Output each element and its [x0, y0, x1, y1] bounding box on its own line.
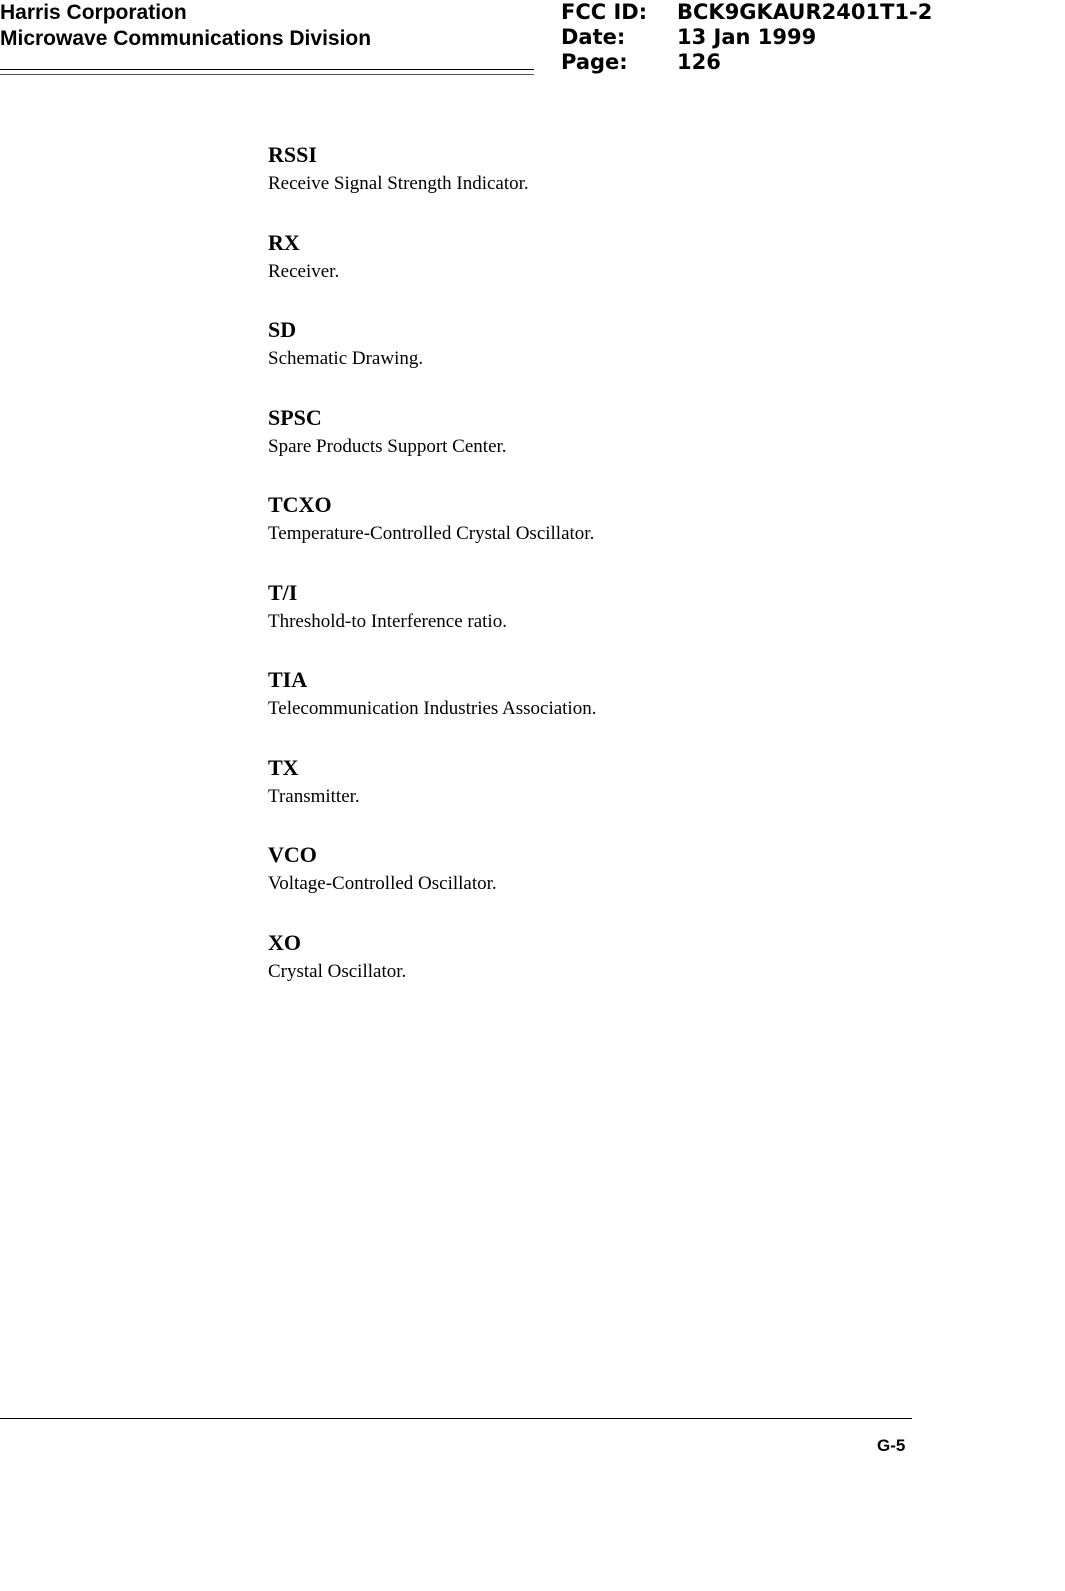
fcc-id-row: [561, 0, 932, 25]
glossary-definition: Schematic Drawing.: [268, 348, 424, 369]
glossary-term: TCXO: [268, 492, 332, 517]
footer-page-number: G-5: [877, 1436, 906, 1455]
glossary-entry: [268, 928, 596, 1016]
glossary-definition: Telecommunication Industries Association.: [268, 698, 597, 719]
glossary-definition: Temperature-Controlled Crystal Oscillator.: [268, 523, 595, 544]
company-name: Harris Corporation: [0, 1, 187, 24]
glossary-entry: [268, 403, 596, 491]
glossary-term: TIA: [268, 667, 308, 692]
page-label: Page:: [561, 50, 628, 74]
glossary-list: [268, 140, 596, 1015]
glossary-definition: Receiver.: [268, 260, 340, 282]
glossary-entry: [268, 315, 596, 403]
header-rule: [0, 69, 534, 70]
footer-rule: [0, 1418, 912, 1419]
date-row: [561, 25, 932, 50]
glossary-definition: Voltage-Controlled Oscillator.: [268, 873, 497, 894]
glossary-definition: Crystal Oscillator.: [268, 960, 407, 982]
glossary-entry: [268, 578, 596, 666]
date-value: 13 Jan 1999: [677, 25, 817, 49]
glossary-definition: Threshold-to Interference ratio.: [268, 610, 507, 632]
fcc-id-value: BCK9GKAUR2401T1-2: [677, 0, 933, 24]
glossary-term: RX: [268, 229, 300, 255]
glossary-entry: [268, 753, 596, 841]
date-label: Date:: [561, 25, 626, 49]
glossary-term: XO: [268, 929, 301, 955]
glossary-definition: Transmitter.: [268, 785, 360, 807]
glossary-entry: [268, 228, 596, 316]
glossary-term: SD: [268, 317, 297, 342]
division-name: Microwave Communications Division: [0, 27, 372, 50]
glossary-entry: [268, 140, 596, 228]
fcc-id-label: FCC ID:: [561, 0, 648, 24]
glossary-term: TX: [268, 754, 299, 780]
header-right: [561, 0, 932, 75]
page-value: 126: [677, 50, 721, 74]
glossary-term: T/I: [268, 579, 298, 605]
glossary-entry: [268, 840, 596, 928]
glossary-entry: [268, 665, 596, 753]
glossary-definition: Receive Signal Strength Indicator.: [268, 173, 529, 194]
glossary-term: VCO: [268, 842, 317, 867]
glossary-entry: [268, 490, 596, 578]
glossary-definition: Spare Products Support Center.: [268, 435, 507, 457]
header-rule-secondary: [0, 74, 534, 75]
page-row: [561, 50, 932, 75]
glossary-term: RSSI: [268, 142, 317, 167]
glossary-term: SPSC: [268, 404, 322, 430]
header-left: [0, 0, 371, 52]
